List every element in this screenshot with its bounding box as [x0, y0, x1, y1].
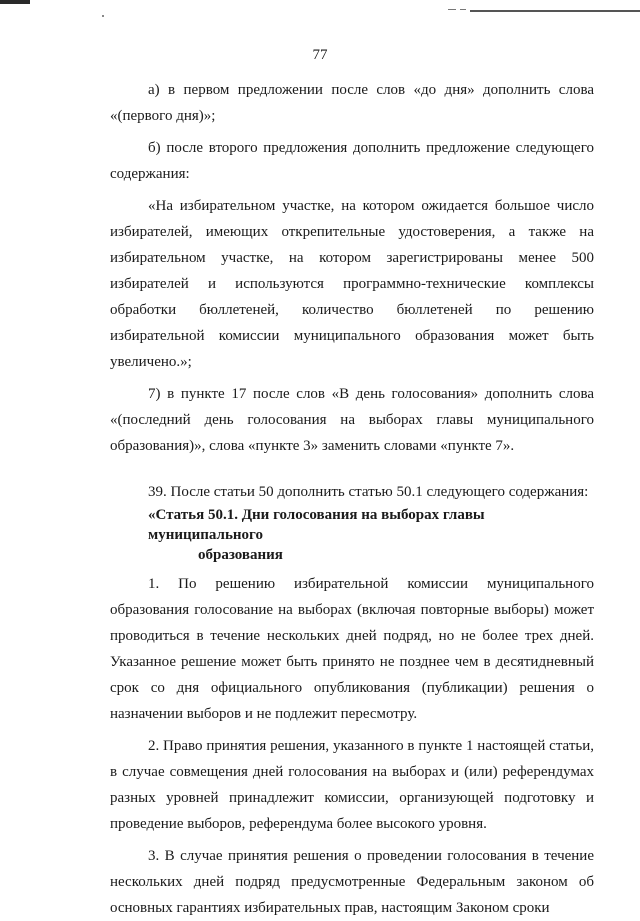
article-heading-line1: «Статья 50.1. Дни голосования на выборах главы муниципального: [148, 507, 485, 543]
scan-dash: [448, 9, 456, 10]
scan-dot: [102, 15, 104, 17]
article-paragraph-2: 2. Право принятия решения, указанного в пункте 1 настоящей статьи, в случае совмещения дней голосования на выборах и (или) референдумах разных уровней принадлежит комиссии, организующей подготовку и проведение выборов, референдума более высокого уровня.: [110, 738, 594, 832]
paragraph-quote: «На избирательном участке, на котором ожидается большое число избирателей, имеющих открепительные удостоверения, а также на избирательном участке, на котором зарегистрированы менее 500 избирателей и используются программно-технические комплексы обработки бюллетеней, количество бюллетеней по решению избирательной комиссии муниципального образования может быть увеличено.»;: [110, 198, 594, 370]
article-paragraph-1: 1. По решению избирательной комиссии муниципального образования голосование на выборах (включая повторные выборы) может проводиться в течение нескольких дней подряд, но не более трех дней. Указанное решение может быть принято не позднее чем в десятидневный срок со дня официального опубликования (публикации) решения о назначении выборов и не подлежит пересмотру.: [110, 576, 594, 722]
scan-line: [470, 10, 640, 12]
paragraph-item-7: 7) в пункте 17 после слов «В день голосования» дополнить слова «(последний день голосования на выборах главы муниципального образования)», слова «пункте 3» заменить словами «пункте 7».: [110, 386, 594, 454]
article-paragraph-3: 3. В случае принятия решения о проведении голосования в течение нескольких дней подряд предусмотренные Федеральным законом об основных гарантиях избирательных прав, настоящим Законом сроки: [110, 848, 594, 916]
paragraph-a: а) в первом предложении после слов «до дня» дополнить слова «(первого дня)»;: [110, 82, 594, 124]
document-body: [110, 77, 594, 921]
article-heading: [110, 505, 594, 565]
article-heading-line2: образования: [198, 547, 283, 563]
scan-mark: [0, 0, 30, 4]
scan-dash: [460, 9, 466, 10]
page-number: 77: [312, 47, 328, 63]
paragraph-39: 39. После статьи 50 дополнить статью 50.1 следующего содержания:: [148, 484, 589, 500]
paragraph-b: б) после второго предложения дополнить предложение следующего содержания:: [110, 140, 594, 182]
